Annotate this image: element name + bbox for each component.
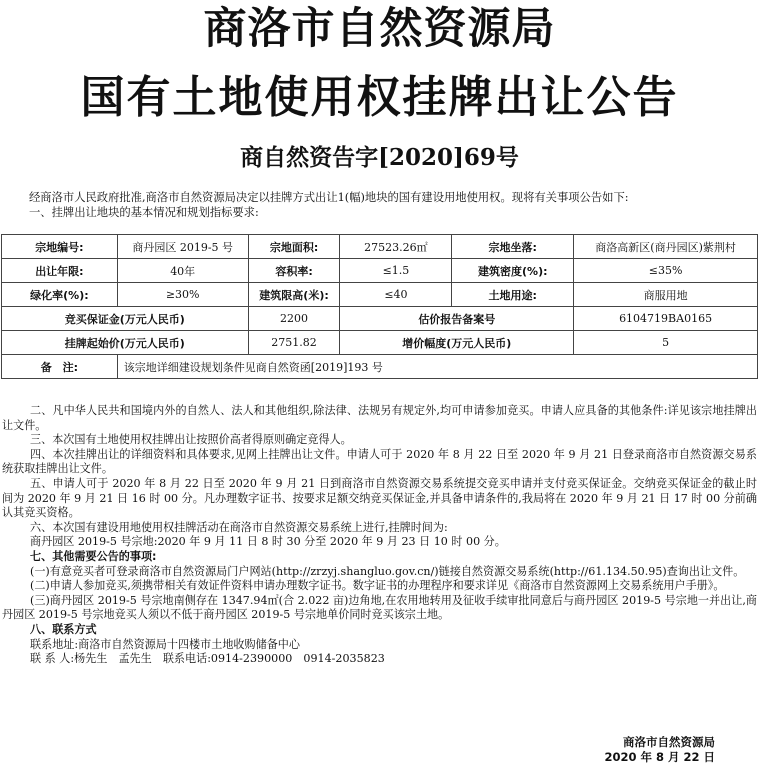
section-5: 五、申请人可于 2020 年 8 月 22 日至 2020 年 9 月 21 日到商洛市自然资源交易系统提交竞买申请并支付竞买保证金。交纳竞买保证金的截止时间为 2020 年 9 月 21 日 16 时 00 分。凡办理数字证书、按要求足额交纳竞买保证金,并具备申请条件的,我局将在 2020 年 9 月 21 日 17 时 00 分前确认其竞买资格。 [2, 476, 757, 520]
table-cell-value: ≤1.5 [340, 259, 452, 283]
document-number: 商自然资告字[2020]69号 [240, 144, 519, 171]
section-7-heading: 七、其他需要公告的事项: [30, 549, 157, 563]
table-cell-value: 该宗地详细建设规划条件见商自然资函[2019]193 号 [117, 355, 757, 379]
section-6: 六、本次国有建设用地使用权挂牌活动在商洛市自然资源交易系统上进行,挂牌时间为: [30, 520, 448, 534]
table-cell-label: 容积率: [248, 259, 340, 283]
table-cell-value: 27523.26㎡ [340, 235, 452, 259]
table-cell-label: 挂牌起始价(万元人民币) [2, 331, 249, 355]
section-4: 四、本次挂牌出让的详细资料和具体要求,见网上挂牌出让文件。申请人可于 2020 年 8 月 22 日至 2020 年 9 月 21 日登录商洛市自然资源交易系统获取挂牌出让文件。 [2, 447, 757, 476]
section-8-heading: 八、联系方式 [30, 622, 97, 636]
table-cell-label: 备 注: [2, 355, 118, 379]
table-row [2, 259, 758, 283]
table-cell-value: 2200 [248, 307, 340, 331]
parcel-info-table [1, 234, 758, 379]
table-cell-value: 商丹园区 2019-5 号 [117, 235, 248, 259]
table-cell-label: 宗地坐落: [452, 235, 574, 259]
table-cell-label: 增价幅度(万元人民币) [340, 331, 574, 355]
intro-line: 经商洛市人民政府批准,商洛市自然资源局决定以挂牌方式出让1(幅)地块的国有建设用地使用权。现将有关事项公告如下: [29, 191, 629, 204]
intro-section [29, 191, 757, 220]
table-cell-label: 绿化率(%): [2, 283, 118, 307]
announcement-title: 国有土地使用权挂牌出让公告 [80, 72, 679, 123]
table-cell-label: 建筑限高(米): [248, 283, 340, 307]
table-cell-value: 40年 [117, 259, 248, 283]
table-cell-value: 2751.82 [248, 331, 340, 355]
table-cell-value: ≥30% [117, 283, 248, 307]
section-6-schedule: 商丹园区 2019-5 号宗地:2020 年 9 月 11 日 8 时 30 分至 2020 年 9 月 23 日 10 时 00 分。 [30, 535, 506, 549]
table-cell-label: 宗地面积: [248, 235, 340, 259]
contact-people: 联 系 人:杨先生 孟先生 联系电话:0914-2390000 0914-2035823 [30, 652, 385, 666]
section-7-item-2: (二)申请人参加竞买,须携带相关有效证件资料申请办理数字证书。数字证书的办理程序和要求详见《商洛市自然资源网上交易系统用户手册》。 [30, 579, 725, 593]
table-row [2, 355, 758, 379]
section-3: 三、本次国有土地使用权挂牌出让按照价高者得原则确定竞得人。 [30, 433, 352, 447]
section-1-heading: 一、挂牌出让地块的基本情况和规划指标要求: [29, 205, 259, 219]
table-row [2, 235, 758, 259]
table-cell-value: ≤35% [574, 259, 758, 283]
table-cell-label: 建筑密度(%): [452, 259, 574, 283]
signature-block [604, 735, 715, 765]
table-cell-label: 竞买保证金(万元人民币) [2, 307, 249, 331]
section-7-item-1: (一)有意竞买者可登录商洛市自然资源局门户网站(http://zrzyj.shangluo.gov.cn/)链接自然资源交易系统(http://61.134.50.95)查询出让文件。 [30, 564, 745, 578]
section-2: 二、凡中华人民共和国境内外的自然人、法人和其他组织,除法律、法规另有规定外,均可申请参加竞买。申请人应具备的其他条件:详见该宗地挂牌出让文件。 [2, 404, 757, 432]
table-cell-value: 商洛高新区(商丹园区)紫荆村 [574, 235, 758, 259]
table-row [2, 283, 758, 307]
announcement-body [2, 404, 757, 667]
table-cell-label: 出让年限: [2, 259, 118, 283]
table-cell-label: 估价报告备案号 [340, 307, 574, 331]
table-row [2, 331, 758, 355]
signature-date: 2020 年 8 月 22 日 [604, 750, 715, 764]
table-row [2, 307, 758, 331]
table-cell-value: ≤40 [340, 283, 452, 307]
table-cell-value: 商服用地 [574, 283, 758, 307]
table-cell-label: 土地用途: [452, 283, 574, 307]
table-cell-value: 5 [574, 331, 758, 355]
contact-address: 联系地址:商洛市自然资源局十四楼市土地收购储备中心 [30, 637, 300, 651]
section-7-item-3: (三)商丹园区 2019-5 号宗地南侧存在 1347.94㎡(合 2.022 亩)边角地,在农用地转用及征收手续审批同意后与商丹园区 2019-5 号宗地一并出让,商丹园区 2019-5 号宗地竞买人须以不低于商丹园区 2019-5 号宗地单价同时竞买该宗土地。 [2, 593, 757, 622]
table-cell-label: 宗地编号: [2, 235, 118, 259]
table-cell-value: 6104719BA0165 [574, 307, 758, 331]
signature-org: 商洛市自然资源局 [623, 735, 715, 749]
announcement-title-org: 商洛市自然资源局 [203, 4, 556, 54]
